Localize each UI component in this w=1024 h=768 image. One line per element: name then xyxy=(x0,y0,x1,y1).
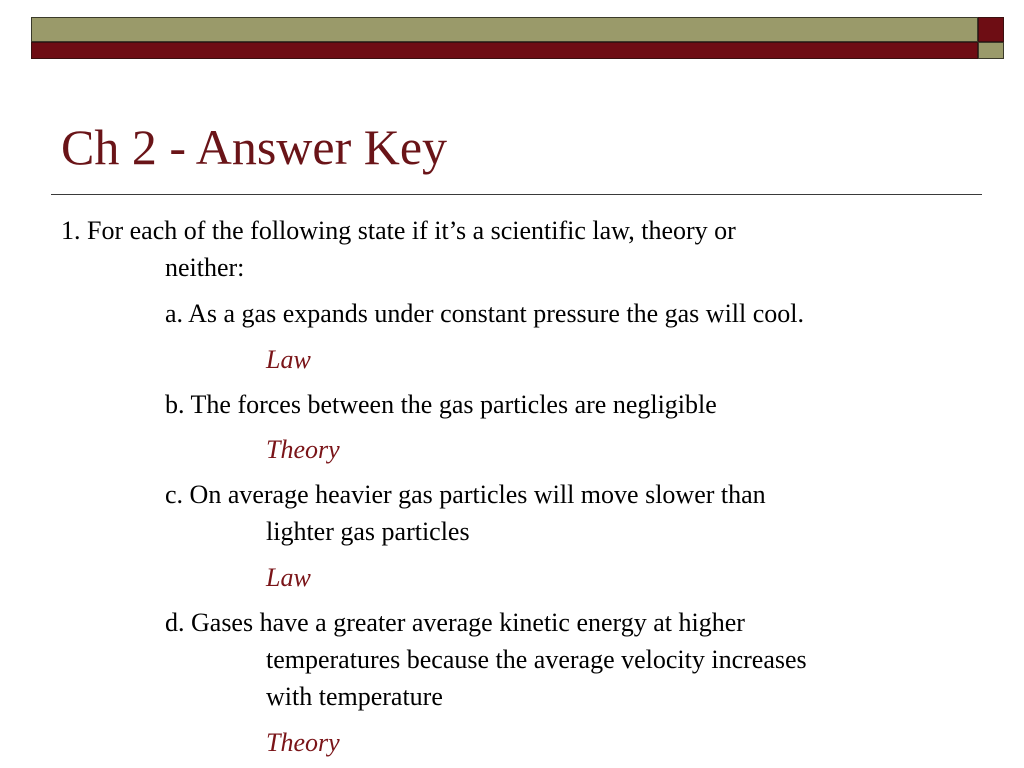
header-square-olive xyxy=(978,42,1004,59)
slide-title: Ch 2 - Answer Key xyxy=(61,119,448,175)
item-b-line-1: b. The forces between the gas particles are negligible xyxy=(165,390,717,419)
question-line-2: neither: xyxy=(165,253,245,282)
header-square-maroon xyxy=(978,17,1004,42)
item-d-line-2: temperatures because the average velocity increases xyxy=(266,645,807,674)
item-d-line-3: with temperature xyxy=(266,682,443,711)
item-c-answer: Law xyxy=(266,563,311,592)
title-underline xyxy=(51,194,982,195)
item-a-answer: Law xyxy=(266,345,311,374)
item-b-answer: Theory xyxy=(266,435,340,464)
item-c-line-2: lighter gas particles xyxy=(266,517,470,546)
item-d-line-1: d. Gases have a greater average kinetic energy at higher xyxy=(165,608,745,637)
item-c-line-1: c. On average heavier gas particles will move slower than xyxy=(165,480,766,509)
header-bar-maroon xyxy=(31,42,978,59)
item-a-line-1: a. As a gas expands under constant pressure the gas will cool. xyxy=(165,299,805,328)
item-d-answer: Theory xyxy=(266,728,340,757)
question-line-1: 1. For each of the following state if it’s a scientific law, theory or xyxy=(61,216,736,245)
header-bar-olive xyxy=(31,17,978,42)
